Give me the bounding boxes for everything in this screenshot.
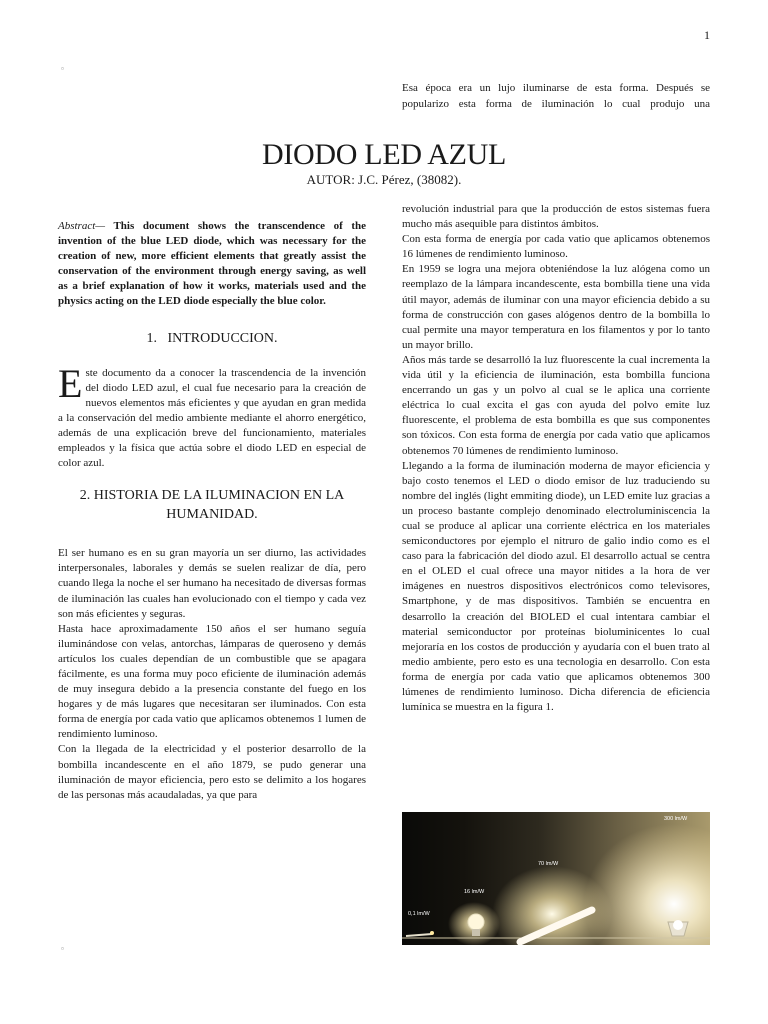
introduccion-body: ste documento da a conocer la trascendencia de la invención del diodo LED azul, el cual fue necesario para la creación de nuevos elementos más eficientes y que ayudan en gran medida a la conservación del medio ambiente mediante el ahorro energético, además de una explicación breve del funcionamiento, materiales empleados y la física que actúa sobre el diodo LED en especial de color azul. <box>58 366 366 470</box>
right-column <box>402 202 710 715</box>
led-emitter-icon <box>673 920 683 930</box>
candle-icon <box>406 934 432 936</box>
label-candle: 0,1 lm/W <box>408 911 430 917</box>
historia-paragraph-3: Con la llegada de la electricidad y el posterior desarrollo de la bombilla incandescente en el año 1879, se pudo generar una iluminación de mayor eficiencia, pero esto se delimito a los hogares de las personas más acaudaladas, ya que para <box>58 743 366 801</box>
introduccion-paragraph <box>58 360 366 472</box>
right-paragraph-3: En 1959 se logra una mejora obteniéndose la luz alógena como un reemplazo de la lámpara incandescente, esta bombilla tiene una vida útil mayor, además de iluminar con una mayor eficiencia debido a su forma de construcción con gases alógenos dentro de la bombilla lo cual permite una mayor temperatura en los filamentos y por lo tanto un mayor brillo. <box>402 263 710 351</box>
abstract-label: Abstract— <box>58 220 106 232</box>
right-paragraph-2: Con esta forma de energía por cada vatio que aplicamos obtenemos 16 lúmenes de rendimiento luminoso. <box>402 233 710 261</box>
bulb-base-icon <box>472 929 480 936</box>
flame-icon <box>430 931 434 935</box>
right-paragraph-5: Llegando a la forma de iluminación moderna de mayor eficiencia y bajo costo tenemos el LED o diodo emisor de luz traduciendo su nombre del inglés (light emmiting diode), un LED emite luz gracias a un proceso bastante complejo denominado electroluminiscencia la cual se produce al aplicar una corriente eléctrica en los materiales semiconductores por ejemplo el nitruro de galio indio como es el caso para la fabricación del diodo azul. El desarrollo actual se centra en el OLED el cual ofrece una mayor nitides a la hora de ver imágenes en nuestros dispositivos electrónicos como televisores, Smartphone, y de mas dispositivos. También se encuentra en desarrollo la creación del BIOLED el cual intentara cambiar el material semiconductor por proteínas bioluminicentes lo cual mejoraría en los costos de producción y ayudaría con el buen trato al medio ambiente, pero esto es una tecnologia en desarrollo. Con esta forma de energía por cada vatio que aplicamos obtenemos 300 lúmenes de rendimiento luminoso. Dicha diferencia de eficiencia lumínica se muestra en la figura 1. <box>402 459 710 714</box>
drop-cap: E <box>58 360 83 406</box>
continuation-text: Esa época era un lujo iluminarse de esta forma. Después se popularizo esta forma de iluminación lo cual produjo una <box>402 82 710 110</box>
section-heading-historia: 2. HISTORIA DE LA ILUMINACION EN LA HUMANIDAD. <box>79 488 345 523</box>
figure-illustration <box>402 812 710 945</box>
page-number: 1 <box>704 28 710 42</box>
historia-paragraph-2: Hasta hace aproximadamente 150 años el ser humano seguía iluminándose con velas, antorchas, lámparas de queroseno y demás artículos los cuales dependían de un combustible que se apagara fácilmente, es una forma muy poco eficiente de iluminación además de muy insegura debido a la presencia constante del fuego en los hogares y de más lugares que necesitaran ser iluminados. Con esta forma de energía por cada vatio que aplicamos obtenemos 1 lumen de rendimiento luminoso. <box>58 622 366 741</box>
right-paragraph-4: Años más tarde se desarrolló la luz fluorescente la cual incrementa la vida útil y la eficiencia de iluminación, esta bombilla funciona encerrando un gas y un polvo al cual se le aplica una corriente eléctrica lo cual excita el gas con ayuda del polvo emite luz fluorescente, el problema de esta bombilla es que sus componentes son tóxicos. Con esta forma de energía por cada vatio que aplicamos obtenemos 70 lúmenes de rendimiento luminoso. <box>402 353 710 457</box>
paper-title: DIODO LED AZUL <box>261 138 507 171</box>
abstract-text: This document shows the transcendence of the invention of the blue LED diode, which was necessary for the creation of new, more efficient elements that greatly assist the conservation of the environment through energy saving, as well as a brief explanation of how it works, materials used and the physics acting on the LED diode especially the blue color. <box>58 220 366 308</box>
abstract <box>58 219 366 310</box>
incandescent-bulb-icon <box>468 914 484 930</box>
figure-1-light-efficiency <box>402 812 710 945</box>
right-paragraph-1: revolución industrial para que la producción de estos sistemas fuera mucho más asequible para distintos ámbitos. <box>402 203 710 231</box>
historia-paragraph-1: El ser humano es en su gran mayoría un ser diurno, las actividades interpersonales, laborales y demás se suelen realizar de día, pero cuando llega la noche el ser humano ha necesitado de diversas formas de iluminación las cuales han evolucionado con el tiempo y cada vez son más eficientes y seguras. <box>58 547 366 620</box>
label-incandescent: 16 lm/W <box>464 889 485 895</box>
paper-author: AUTOR: J.C. Pérez, (38082). <box>306 172 462 187</box>
page-marker-bottom: ▫ <box>61 944 64 953</box>
section-heading-introduccion: 1. INTRODUCCION. <box>146 330 278 346</box>
led-glow <box>584 824 710 945</box>
page-marker-top: ▫ <box>61 64 64 73</box>
label-led: 300 lm/W <box>664 816 688 822</box>
label-fluorescent: 70 lm/W <box>538 861 559 867</box>
left-column <box>58 219 366 803</box>
